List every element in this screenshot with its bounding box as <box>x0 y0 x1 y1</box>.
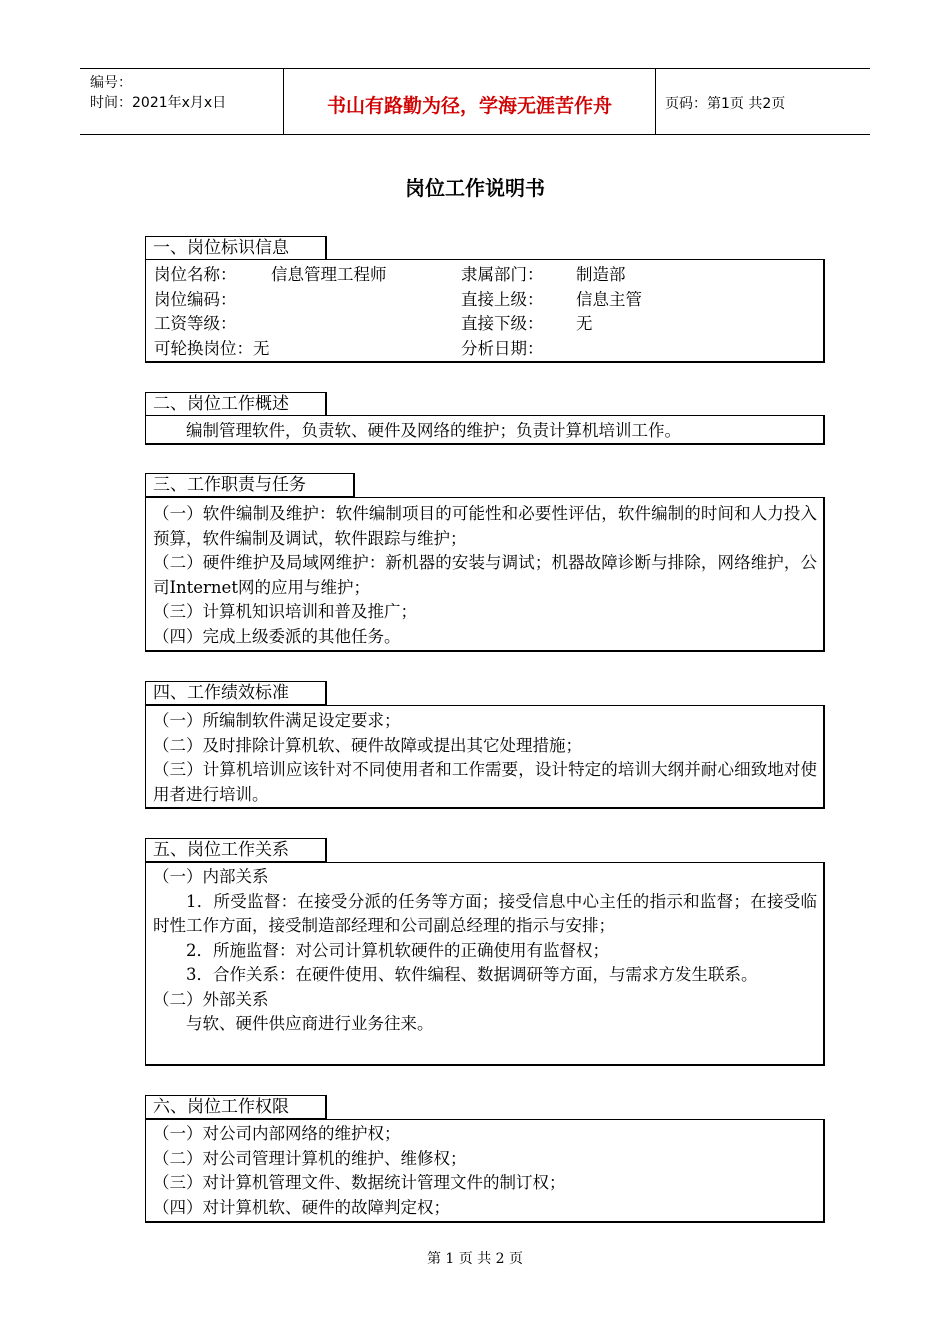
section-authority <box>145 1119 825 1223</box>
section-heading-duties: 三、工作职责与任务 <box>145 473 355 497</box>
document-title: 岗位工作说明书 <box>405 176 545 200</box>
section-heading-performance: 四、工作绩效标准 <box>145 681 327 705</box>
identification-grid <box>146 263 823 361</box>
field-value: 无 <box>576 314 593 333</box>
duty-item: （四）完成上级委派的其他任务。 <box>153 626 401 646</box>
identification-row <box>146 263 823 288</box>
field-label: 直接上级： <box>461 289 544 309</box>
relations-internal-item: 1．所受监督：在接受分派的任务等方面；接受信息中心主任的指示和监督；在接受临时性工作方面，接受制造部经理和公司副总经理的指示与安排； <box>153 891 817 935</box>
field-label: 岗位编码： <box>154 289 237 309</box>
section-performance <box>145 705 825 809</box>
relations-internal-item: 3．合作关系：在硬件使用、软件编程、数据调研等方面，与需求方发生联系。 <box>186 965 758 984</box>
identification-row <box>146 312 823 337</box>
relations-external-text: 与软、硬件供应商进行业务往来。 <box>186 1014 434 1033</box>
performance-item: （一）所编制软件满足设定要求； <box>153 711 401 730</box>
header-motto: 书山有路勤为径，学海无涯苦作舟 <box>326 95 612 117</box>
section-heading-authority: 六、岗位工作权限 <box>145 1095 327 1119</box>
field-value: 信息主管 <box>576 289 642 309</box>
section-heading-identification: 一、岗位标识信息 <box>145 236 327 260</box>
authority-item: （一）对公司内部网络的维护权； <box>153 1124 401 1143</box>
duty-item: （三）计算机知识培训和普及推广； <box>153 602 417 621</box>
field-value: 制造部 <box>576 265 626 284</box>
relations-internal-label: （一）内部关系 <box>153 867 269 886</box>
field-label: 隶属部门： <box>461 265 544 284</box>
header-number: 编号： <box>90 75 132 91</box>
duty-item: （一）软件编制及维护：软件编制项目的可能性和必要性评估，软件编制的时间和人力投入预算，软件编制及调试，软件跟踪与维护； <box>153 504 817 548</box>
duty-item: （二）硬件维护及局域网维护：新机器的安装与调试；机器故障诊断与排除，网络维护，公司Internet网的应用与维护； <box>153 553 817 597</box>
relations-external-label: （二）外部关系 <box>153 989 269 1009</box>
section-relations <box>145 862 825 1066</box>
field-label: 可轮换岗位：无 <box>154 338 270 358</box>
authority-item: （三）对计算机管理文件、数据统计管理文件的制订权； <box>153 1173 566 1192</box>
field-label: 工资等级： <box>154 314 237 333</box>
page-footer: 第 1 页 共 2 页 <box>426 1251 524 1267</box>
relations-internal-item: 2．所施监督：对公司计算机软硬件的正确使用有监督权； <box>186 940 609 960</box>
identification-row <box>146 337 823 362</box>
section-identification <box>145 259 825 363</box>
performance-item: （二）及时排除计算机软、硬件故障或提出其它处理措施； <box>153 735 582 755</box>
overview-text: 编制管理软件，负责软、硬件及网络的维护；负责计算机培训工作。 <box>186 421 681 440</box>
section-heading-overview: 二、岗位工作概述 <box>145 392 327 416</box>
field-value: 信息管理工程师 <box>271 265 387 284</box>
header-meta <box>90 73 226 113</box>
section-heading-relations: 五、岗位工作关系 <box>145 838 327 862</box>
section-overview <box>145 415 825 445</box>
header-time: 时间：2021年x月x日 <box>90 95 227 111</box>
authority-item: （四）对计算机软、硬件的故障判定权； <box>153 1197 450 1217</box>
field-label: 直接下级： <box>461 314 544 333</box>
field-label: 分析日期： <box>461 338 544 358</box>
section-duties <box>145 497 825 652</box>
field-label: 岗位名称： <box>154 265 237 284</box>
header-divider <box>655 69 656 134</box>
header-page-number: 页码：第1页 共2页 <box>665 96 786 112</box>
performance-item: （三）计算机培训应该针对不同使用者和工作需要，设计特定的培训大纲并耐心细致地对使用者进行培训。 <box>153 760 817 804</box>
authority-item: （二）对公司管理计算机的维护、维修权； <box>153 1148 467 1168</box>
document-header <box>80 68 870 135</box>
identification-row <box>146 288 823 313</box>
